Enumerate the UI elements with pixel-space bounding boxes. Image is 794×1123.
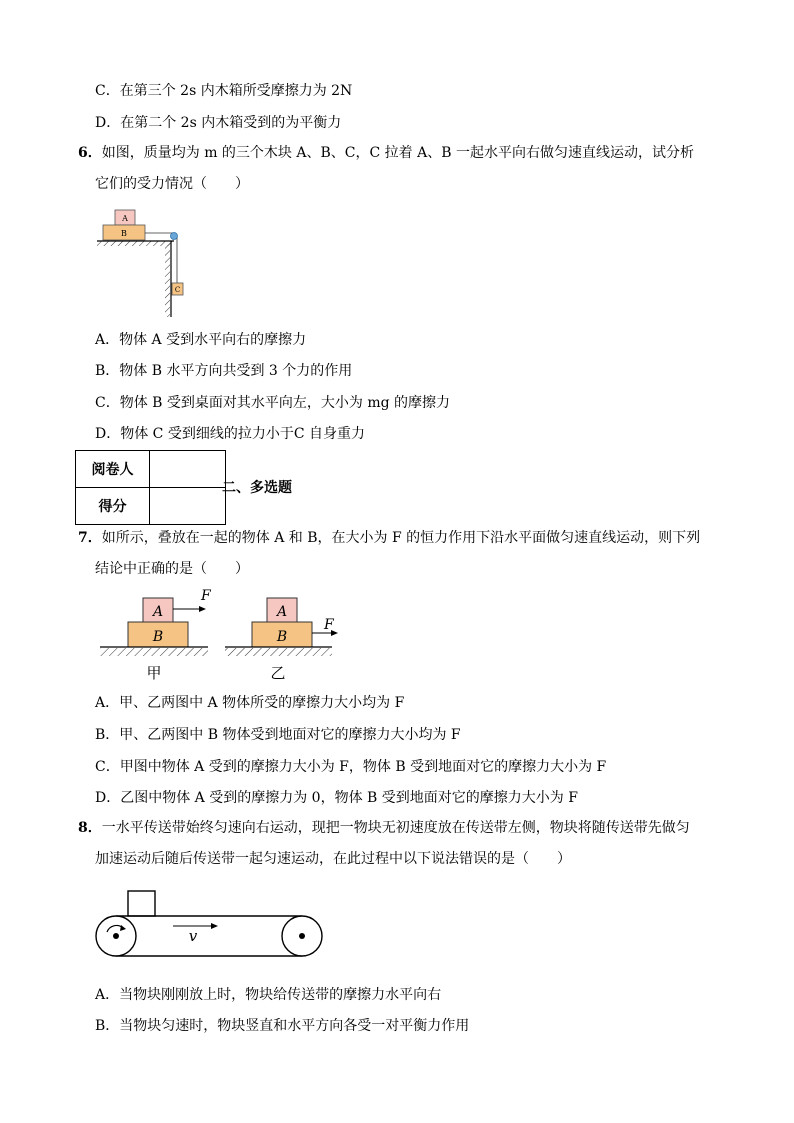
q7-option-b: B．甲、乙两图中 B 物体受到地面对它的摩擦力大小均为 F [95, 727, 461, 743]
section-title: 二、多选题 [222, 480, 292, 496]
q7-jia-label-b: B [152, 629, 164, 645]
q6-label-b: B [121, 229, 127, 238]
q6-wall-hatch [165, 241, 170, 317]
q7-stem-line2: 结论中正确的是（ ） [95, 561, 249, 577]
q7-jia-ground-hatch [100, 648, 208, 656]
q6-table-hatch [97, 241, 172, 246]
q8-stem-line1 [78, 818, 690, 838]
score-label: 得分 [76, 488, 150, 525]
q7-number: 7． [78, 530, 102, 546]
q7-option-d: D．乙图中物体 A 受到的摩擦力为 0，物体 B 受到地面对它的摩擦力大小为 F [95, 790, 578, 806]
q8-option-b: B．当物块匀速时，物块竖直和水平方向各受一对平衡力作用 [95, 1018, 470, 1034]
prev-option-d: D．在第二个 2s 内木箱受到的为平衡力 [95, 115, 342, 131]
q8-stem-text: 一水平传送带始终匀速向右运动，现把一物块无初速度放在传送带左侧，物块将随传送带先做匀 [101, 820, 690, 836]
grader-table [75, 450, 226, 525]
q6-stem-text: 如图，质量均为 m 的三个木块 A、B、C，C 拉着 A、B 一起水平向右做匀速直线运动，试分析 [101, 145, 694, 161]
q7-option-a: A．甲、乙两图中 A 物体所受的摩擦力大小均为 F [95, 695, 405, 711]
q7-jia-label-a: A [152, 604, 164, 620]
q8-figure [95, 888, 325, 963]
q6-label-a: A [122, 214, 128, 223]
q8-option-a: A．当物块刚刚放上时，物块给传送带的摩擦力水平向右 [95, 987, 442, 1003]
q7-stem-line1 [78, 528, 700, 548]
q7-yi-ground-hatch [225, 648, 332, 656]
q6-option-d: D．物体 C 受到细线的拉力小于C 自身重力 [95, 426, 365, 442]
score-cell [150, 488, 226, 525]
q6-option-a: A．物体 A 受到水平向右的摩擦力 [95, 332, 307, 348]
q6-figure [95, 205, 205, 320]
q7-label-jia: 甲 [146, 664, 162, 682]
prev-option-c: C．在第三个 2s 内木箱所受摩擦力为 2N [95, 83, 353, 99]
q6-number: 6． [78, 145, 102, 161]
q6-pulley [171, 233, 178, 240]
q7-jia-arrowhead [199, 606, 206, 612]
q8-stem-line2: 加速运动后随后传送带一起匀速运动，在此过程中以下说法错误的是（ ） [95, 851, 571, 867]
q7-label-yi: 乙 [270, 664, 286, 682]
q8-velocity-arrowhead [211, 923, 218, 929]
q8-block [128, 891, 155, 916]
q7-option-c: C．甲图中物体 A 受到的摩擦力大小为 F，物体 B 受到地面对它的摩擦力大小为 F [95, 759, 607, 775]
q6-stem-line1 [78, 143, 694, 163]
q6-option-b: B．物体 B 水平方向共受到 3 个力的作用 [95, 363, 353, 379]
q6-option-c: C．物体 B 受到桌面对其水平向左，大小为 mg 的摩擦力 [95, 395, 451, 411]
q7-figure [95, 585, 345, 685]
q7-jia-label-f: F [201, 588, 211, 604]
q7-yi-label-a: A [276, 604, 288, 620]
grader-cell [150, 451, 226, 488]
q8-right-axle [299, 933, 305, 939]
q7-stem-text: 如所示，叠放在一起的物体 A 和 B，在大小为 F 的恒力作用下沿水平面做匀速直线运动，则下列 [101, 530, 701, 546]
q7-yi-label-b: B [276, 629, 288, 645]
q8-left-axle [113, 933, 119, 939]
q6-stem-line2: 它们的受力情况（ ） [95, 176, 249, 192]
q6-label-c: C [174, 286, 181, 294]
grader-label: 阅卷人 [76, 451, 150, 488]
q8-number: 8． [78, 820, 102, 836]
q7-yi-label-f: F [324, 617, 334, 633]
q8-label-v: v [188, 927, 198, 945]
